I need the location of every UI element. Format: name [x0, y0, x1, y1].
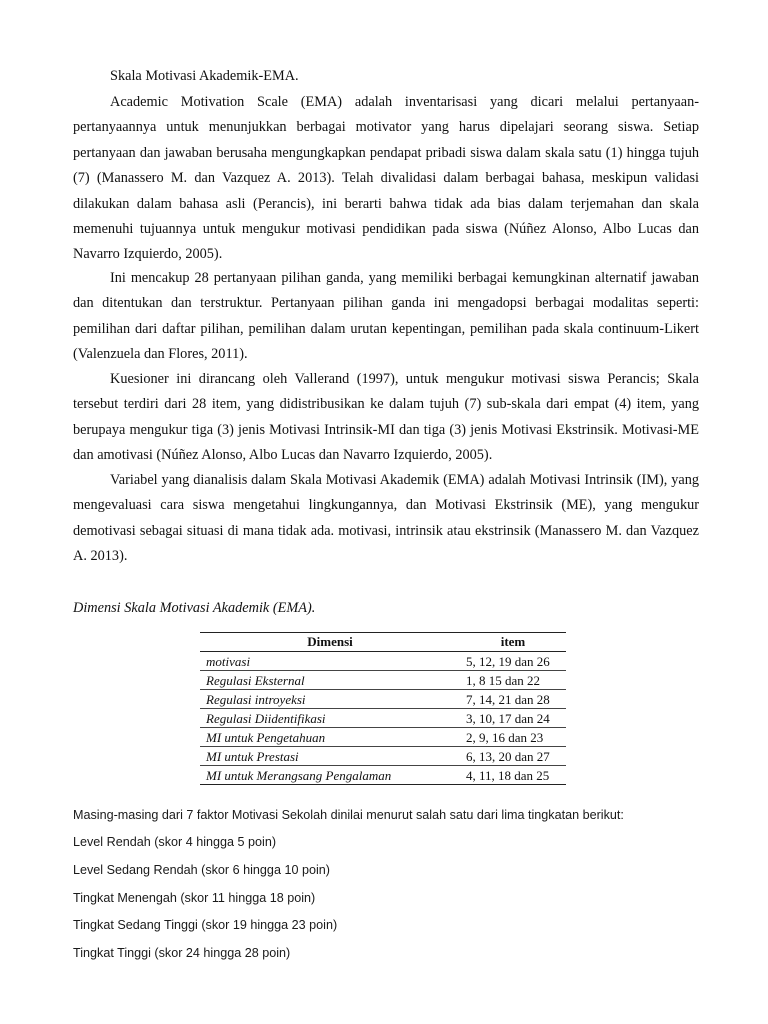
- item-cell: 3, 10, 17 dan 24: [460, 709, 566, 728]
- level-item: Tingkat Menengah (skor 11 hingga 18 poin): [73, 891, 316, 905]
- item-cell: 2, 9, 16 dan 23: [460, 728, 566, 747]
- dimension-cell: Regulasi introyeksi: [200, 690, 460, 709]
- table-row: [200, 652, 566, 671]
- item-cell: 1, 8 15 dan 22: [460, 671, 566, 690]
- item-cell: 5, 12, 19 dan 26: [460, 652, 566, 671]
- column-header-item: item: [460, 633, 566, 652]
- item-cell: 7, 14, 21 dan 28: [460, 690, 566, 709]
- table-header-row: [200, 633, 566, 652]
- dimension-cell: Regulasi Eksternal: [200, 671, 460, 690]
- dimension-cell: MI untuk Pengetahuan: [200, 728, 460, 747]
- column-header-dimensi: Dimensi: [200, 633, 460, 652]
- table-row: [200, 671, 566, 690]
- paragraph-ema-description: Academic Motivation Scale (EMA) adalah inventarisasi yang dicari melalui pertanyaan-pertanyaannya untuk menunjukkan berbagai motivator yang harus dipelajari seorang siswa. Setiap pertanyaan dan jawaban berusaha mengungkapkan pendapat pribadi siswa dalam skala satu (1) hingga tujuh (7) (Manassero M. dan Vazquez A. 2013). Telah divalidasi dalam berbagai bahasa, meskipun validasi dilakukan dalam bahasa asli (Perancis), ini berarti bahwa tidak ada bias dalam terjemahan dan skala memenuhi tujuannya untuk mengukur motivasi pendidikan pada siswa (Núñez Alonso, Albo Lucas dan Navarro Izquierdo, 2005).: [73, 94, 699, 263]
- dimension-cell: motivasi: [200, 652, 460, 671]
- table-row: [200, 709, 566, 728]
- table-row: [200, 766, 566, 785]
- section-heading: Skala Motivasi Akademik-EMA.: [110, 68, 299, 84]
- dimension-cell: MI untuk Prestasi: [200, 747, 460, 766]
- level-item: Level Rendah (skor 4 hingga 5 poin): [73, 835, 277, 849]
- dimension-cell: Regulasi Diidentifikasi: [200, 709, 460, 728]
- table-row: [200, 690, 566, 709]
- levels-intro: Masing-masing dari 7 faktor Motivasi Sekolah dinilai menurut salah satu dari lima tingkatan berikut:: [73, 808, 624, 822]
- table-row: [200, 728, 566, 747]
- dimension-cell: MI untuk Merangsang Pengalaman: [200, 766, 460, 785]
- level-item: Tingkat Sedang Tinggi (skor 19 hingga 23 poin): [73, 918, 338, 932]
- table-row: [200, 747, 566, 766]
- item-cell: 6, 13, 20 dan 27: [460, 747, 566, 766]
- paragraph-variables: Variabel yang dianalisis dalam Skala Motivasi Akademik (EMA) adalah Motivasi Intrinsik (IM), yang mengevaluasi cara siswa mengetahui lingkungannya, dan Motivasi Ekstrinsik (ME), yang mengukur demotivasi sebagai situasi di mana tidak ada. motivasi, intrinsik atau ekstrinsik (Manassero M. dan Vazquez A. 2013).: [73, 472, 699, 565]
- level-item: Level Sedang Rendah (skor 6 hingga 10 poin): [73, 863, 330, 877]
- dimension-table: [200, 632, 566, 785]
- table-caption: Dimensi Skala Motivasi Akademik (EMA).: [73, 600, 316, 616]
- level-item: Tingkat Tinggi (skor 24 hingga 28 poin): [73, 946, 291, 960]
- item-cell: 4, 11, 18 dan 25: [460, 766, 566, 785]
- paragraph-questionnaire: Kuesioner ini dirancang oleh Vallerand (1997), untuk mengukur motivasi siswa Perancis; Skala tersebut terdiri dari 28 item, yang didistribusikan ke dalam tujuh (7) sub-skala dari empat (4) item, yang berupaya mengukur tiga (3) jenis Motivasi Intrinsik-MI dan tiga (3) jenis Motivasi Ekstrinsik. Motivasi-ME dan amotivasi (Núñez Alonso, Albo Lucas dan Navarro Izquierdo, 2005).: [73, 371, 699, 464]
- paragraph-multiple-choice: Ini mencakup 28 pertanyaan pilihan ganda, yang memiliki berbagai kemungkinan alternatif jawaban dan ditentukan dan terstruktur. Pertanyaan pilihan ganda ini mengadopsi berbagai modalitas seperti: pemilihan dari daftar pilihan, pemilihan dalam urutan kepentingan, pemilihan pada skala continuum-Likert (Valenzuela dan Flores, 2011).: [73, 270, 699, 363]
